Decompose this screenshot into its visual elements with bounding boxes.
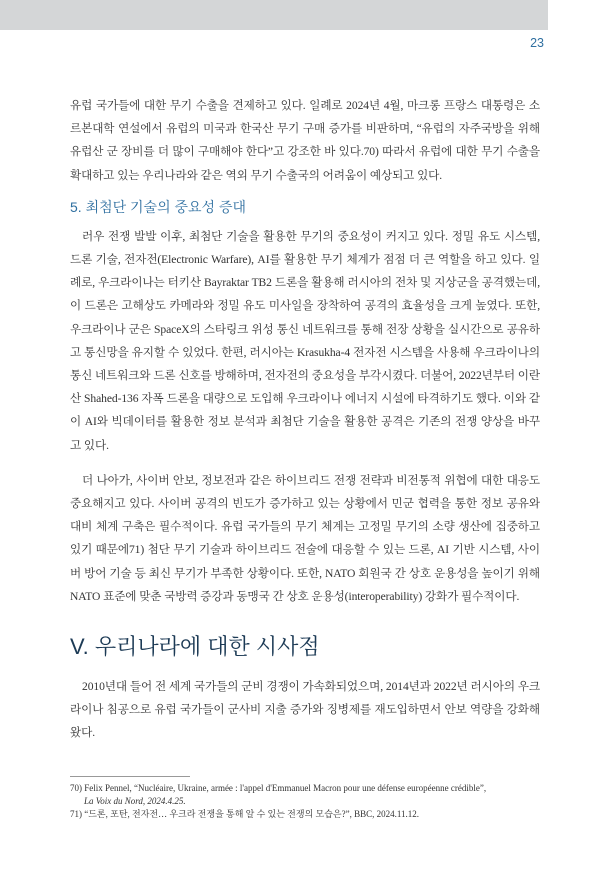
page-number: 23 xyxy=(530,36,544,50)
page-content xyxy=(70,94,540,745)
paragraph-2: 러우 전쟁 발발 이후, 최첨단 기술을 활용한 무기의 중요성이 커지고 있다. 정밀 유도 시스템, 드론 기술, 전자전(Electronic Warfare), AI를 활용한 무기 체계가 점점 더 큰 역할을 하고 있다. 일례로, 우크라이나는 터키산 Bayraktar TB2 드론을 활용해 러시아의 전차 및 지상군을 공격했는데, 이 드론은 고해상도 카메라와 정밀 유도 미사일을 장착하여 공격의 효율성을 크게 높였다. 또한, 우크라이나 군은 SpaceX의 스타링크 위성 통신 네트워크를 통해 전장 상황을 실시간으로 공유하고 통신망을 유지할 수 있었다. 한편, 러시아는 Krasukha-4 전자전 시스템을 사용해 우크라이나의 통신 네트워크와 드론 신호를 방해하며, 전자전의 중요성을 부각시켰다. 더불어, 2022년부터 이란산 Shahed-136 자폭 드론을 대량으로 도입해 우크라이나 에너지 시설에 타격하기도 했다. 이와 같이 AI와 빅데이터를 활용한 정보 분석과 최첨단 기술을 활용한 공격은 기존의 전쟁 양상을 바꾸고 있다. xyxy=(70,229,540,452)
paragraph-3: 더 나아가, 사이버 안보, 정보전과 같은 하이브리드 전쟁 전략과 비전통적 위협에 대한 대응도 중요해지고 있다. 사이버 공격의 빈도가 증가하고 있는 상황에서 민군 협력을 통한 정보 공유와 대비 체계 구축은 필수적이다. 유럽 국가들의 무기 체계는 고정밀 무기의 소량 생산에 집중하고 있기 때문에71) 첨단 무기 기술과 하이브리드 전술에 대응할 수 있는 드론, AI 기반 시스템, 사이버 방어 기술 등 최신 무기가 부족한 상황이다. 또한, NATO 회원국 간 상호 운용성을 높이기 위해 NATO 표준에 맞춘 국방력 증강과 동맹국 간 상호 운용성(interoperability) 강화가 필수적이다. xyxy=(70,473,540,603)
paragraph-1: 유럽 국가들에 대한 무기 수출을 견제하고 있다. 일례로 2024년 4월, 마크롱 프랑스 대통령은 소르본대학 연설에서 유럽의 미국과 한국산 무기 구매 증가를 비판하며, “유럽의 자주국방을 위해 유럽산 군 장비를 더 많이 구매해야 한다”고 강조한 바 있다.70) 따라서 유럽에 대한 무기 수출을 확대하고 있는 우리나라와 같은 역외 무기 수출국의 어려움이 예상되고 있다. xyxy=(70,99,540,182)
paragraph-4: 2010년대 들어 전 세계 국가들의 군비 경쟁이 가속화되었으며, 2014년과 2022년 러시아의 우크라이나 침공으로 유럽 국가들이 군사비 지출 증가와 징병제를 재도입하면서 안보 역량을 강화해왔다. xyxy=(70,680,540,740)
section-heading: V. 우리나라에 대한 시사점 xyxy=(70,634,320,660)
subsection-heading: 5. 최첨단 기술의 중요성 증대 xyxy=(70,198,246,215)
footnote-71: 71) “드론, 포탄, 전자전… 우크라 전쟁을 통해 알 수 있는 전쟁의 모습은?”, BBC, 2024.11.12. xyxy=(70,809,420,819)
footnote-70: 70) Felix Pennel, “Nucléaire, Ukraine, armée : l'appel d'Emmanuel Macron pour une défense européenne crédible”, xyxy=(70,783,487,793)
header-bar xyxy=(0,0,548,30)
footnotes xyxy=(70,782,540,821)
footnote-divider xyxy=(70,776,190,777)
footnote-70-source: La Voix du Nord, 2024.4.25. xyxy=(84,796,186,806)
